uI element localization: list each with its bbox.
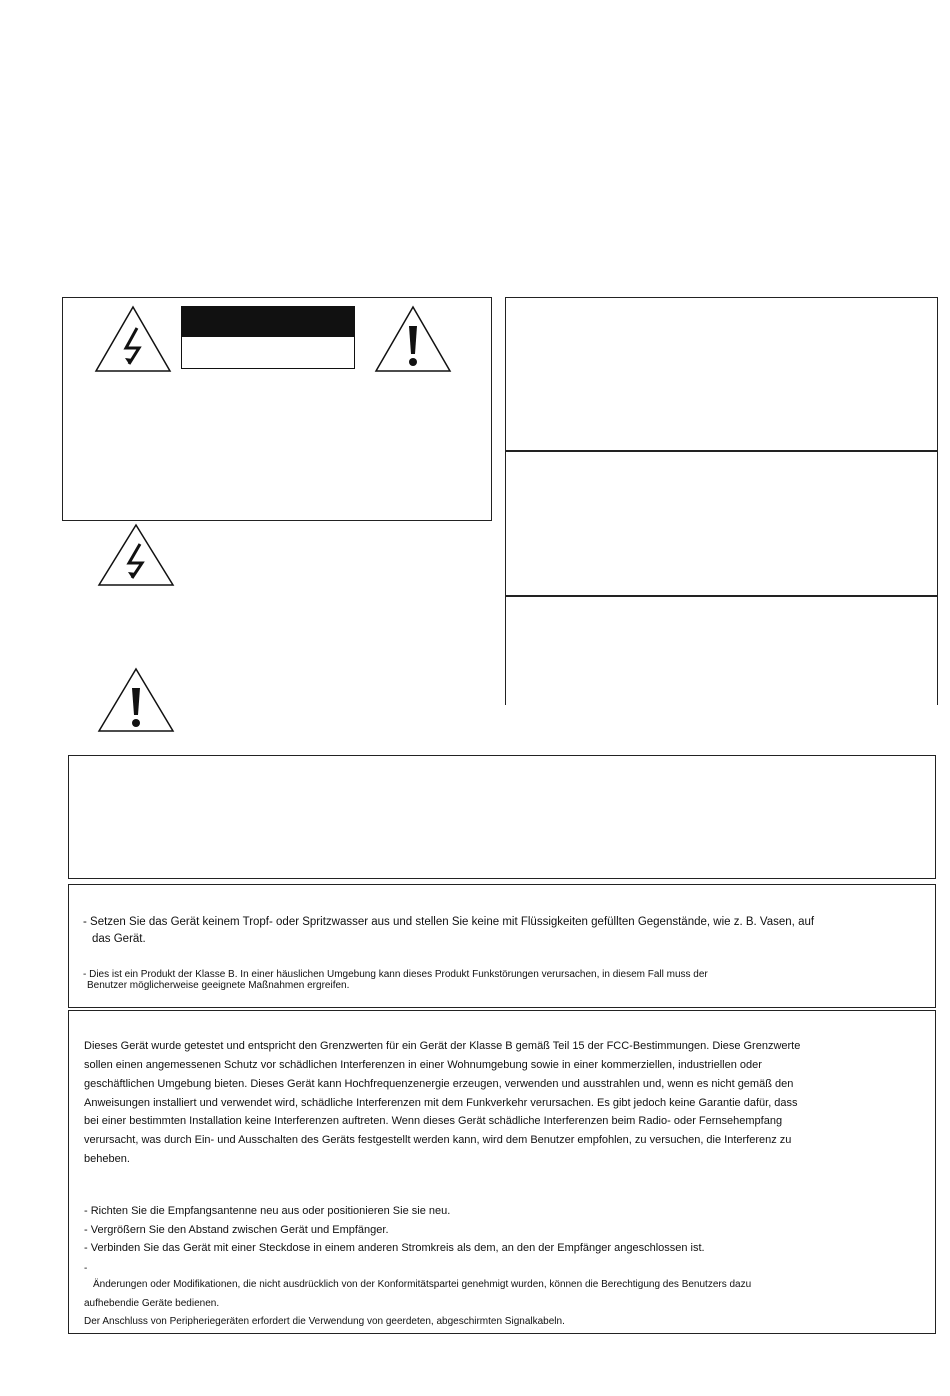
fcc-paragraph-line-6: verursacht, was durch Ein- und Ausschalten des Geräts festgestellt werden kann, wird dem Benutzer empfohlen, zu versuchen, die Interferenz zu <box>84 1134 792 1146</box>
caution-banner <box>181 306 355 369</box>
right-box-2 <box>505 450 938 597</box>
splash-line-2: das Gerät. <box>92 933 146 945</box>
fcc-paragraph-line-3: geschäftlichen Umgebung bieten. Dieses Gerät kann Hochfrequenzenergie erzeugen, verwenden und ausstrahlen und, wenn es nicht gemäß den <box>84 1078 794 1090</box>
notice-box <box>68 755 936 879</box>
fcc-paragraph-line-2: sollen einen angemessenen Schutz vor schädlichen Interferenzen in einer Wohnumgebung sowie in einer kommerziellen, industriellen oder <box>84 1059 762 1071</box>
fcc-measure-3: - Verbinden Sie das Gerät mit einer Steckdose in einem anderen Stromkreis als dem, an den der Empfänger angeschlossen ist. <box>84 1242 705 1254</box>
splash-line-1: - Setzen Sie das Gerät keinem Tropf- oder Spritzwasser aus und stellen Sie keine mit Flüssigkeiten gefüllten Gegenstände, wie z. B. Vasen, auf <box>83 916 815 928</box>
fcc-paragraph-line-4: Anweisungen installiert und verwendet wird, schädliche Interferenzen mit dem Funkverkehr verursachen. Es gibt jedoch keine Garantie dafür, dass <box>84 1097 798 1109</box>
fcc-measure-4: - <box>84 1263 88 1274</box>
classb-line-2: Benutzer möglicherweise geeignete Maßnahmen ergreifen. <box>87 980 350 991</box>
fcc-measure-1: - Richten Sie die Empfangsantenne neu aus oder positionieren Sie sie neu. <box>84 1205 451 1217</box>
fcc-paragraph-line-1: Dieses Gerät wurde getestet und entspricht den Grenzwerten für ein Gerät der Klasse B gemäß Teil 15 der FCC-Bestimmungen. Diese Grenzwerte <box>84 1040 801 1052</box>
caution-banner-top <box>182 307 354 337</box>
lightning-warning-icon <box>96 522 176 588</box>
caution-box <box>62 297 492 521</box>
classb-line-1: - Dies ist ein Produkt der Klasse B. In einer häuslichen Umgebung kann dieses Produkt Funkstörungen verursachen, in diesem Fall muss der <box>83 969 708 980</box>
fcc-cable-note: Der Anschluss von Peripheriegeräten erfordert die Verwendung von geerdeten, abgeschirmten Signalkabeln. <box>84 1316 565 1327</box>
right-box-3 <box>505 595 938 705</box>
right-box-1 <box>505 297 938 452</box>
fcc-box <box>68 1010 936 1334</box>
fcc-paragraph-line-5: bei einer bestimmten Installation keine Interferenzen auftreten. Wenn dieses Gerät schädliche Interferenzen beim Radio- oder Fernsehempfang <box>84 1115 783 1127</box>
fcc-modification-line-1: Änderungen oder Modifikationen, die nicht ausdrücklich von der Konformitätspartei genehmigt wurden, können die Berechtigung des Benutzers dazu <box>93 1279 752 1290</box>
lightning-warning-icon <box>93 304 173 374</box>
exclamation-warning-icon <box>96 666 176 734</box>
fcc-measure-2: - Vergrößern Sie den Abstand zwischen Gerät und Empfänger. <box>84 1224 389 1236</box>
fcc-paragraph-line-7: beheben. <box>84 1153 130 1165</box>
fcc-modification-line-2: aufhebendie Geräte bedienen. <box>84 1298 220 1309</box>
splash-box <box>68 884 936 1008</box>
exclamation-warning-icon <box>373 304 453 374</box>
